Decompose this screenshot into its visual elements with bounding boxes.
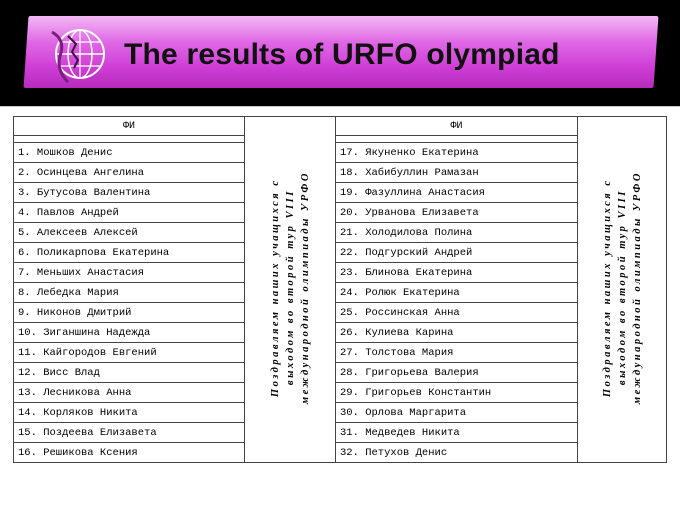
spacer-row — [14, 136, 667, 143]
student-left: 15. Поздеева Елизавета — [14, 423, 245, 443]
spacer-cell — [14, 136, 245, 143]
student-right: 24. Ролюк Екатерина — [336, 283, 578, 303]
page-title: The results of URFO olympiad — [124, 38, 560, 71]
student-right: 18. Хабибуллин Рамазан — [336, 163, 578, 183]
table-row — [14, 343, 667, 363]
student-left: 5. Алексеев Алексей — [14, 223, 245, 243]
student-right: 17. Якуненко Екатерина — [336, 143, 578, 163]
congrats-line-3: международной олимпиады УРФО — [299, 170, 311, 405]
student-left: 1. Мошков Денис — [14, 143, 245, 163]
table-row — [14, 223, 667, 243]
student-left: 11. Кайгородов Евгений — [14, 343, 245, 363]
student-right: 23. Блинова Екатерина — [336, 263, 578, 283]
congrats-line-3: международной олимпиады УРФО — [631, 170, 643, 405]
student-left: 13. Лесникова Анна — [14, 383, 245, 403]
student-right: 19. Фазуллина Анастасия — [336, 183, 578, 203]
table-row — [14, 203, 667, 223]
student-left: 14. Корляков Никита — [14, 403, 245, 423]
student-right: 30. Орлова Маргарита — [336, 403, 578, 423]
congrats-line-2: выходом во второй тур VIII — [284, 189, 296, 386]
student-left: 12. Висс Влад — [14, 363, 245, 383]
table-row — [14, 263, 667, 283]
header-fi-left: ФИ — [14, 117, 245, 136]
student-left: 3. Бутусова Валентина — [14, 183, 245, 203]
student-left: 6. Поликарпова Екатерина — [14, 243, 245, 263]
table-row — [14, 183, 667, 203]
student-left: 4. Павлов Андрей — [14, 203, 245, 223]
table-row — [14, 363, 667, 383]
student-right: 21. Холодилова Полина — [336, 223, 578, 243]
table-row — [14, 143, 667, 163]
student-right: 27. Толстова Мария — [336, 343, 578, 363]
table-row — [14, 283, 667, 303]
header-fi-right: ФИ — [336, 117, 578, 136]
congrats-cell-left — [245, 117, 336, 463]
header-row — [14, 117, 667, 136]
student-right: 22. Подгурский Андрей — [336, 243, 578, 263]
table-row — [14, 443, 667, 463]
student-right: 28. Григорьева Валерия — [336, 363, 578, 383]
congrats-line-2: выходом во второй тур VIII — [616, 189, 628, 386]
congrats-line-1: Поздравляем наших учащихся с — [269, 178, 281, 397]
student-left: 2. Осинцева Ангелина — [14, 163, 245, 183]
table-row — [14, 163, 667, 183]
congrats-cell-right — [578, 117, 667, 463]
student-right: 20. Урванова Елизавета — [336, 203, 578, 223]
globe-logo-icon — [46, 22, 110, 86]
table-row — [14, 303, 667, 323]
table-row — [14, 403, 667, 423]
table-row — [14, 423, 667, 443]
student-right: 29. Григорьев Константин — [336, 383, 578, 403]
spacer-cell — [336, 136, 578, 143]
table-row — [14, 243, 667, 263]
divider — [0, 106, 680, 113]
results-table — [13, 116, 667, 463]
student-right: 26. Кулиева Карина — [336, 323, 578, 343]
table-row — [14, 323, 667, 343]
student-left: 8. Лебедка Мария — [14, 283, 245, 303]
student-left: 9. Никонов Дмитрий — [14, 303, 245, 323]
table-row — [14, 383, 667, 403]
student-right: 32. Петухов Денис — [336, 443, 578, 463]
student-left: 10. Зиганшина Надежда — [14, 323, 245, 343]
student-right: 25. Россинская Анна — [336, 303, 578, 323]
student-left: 16. Решикова Ксения — [14, 443, 245, 463]
student-left: 7. Меньших Анастасия — [14, 263, 245, 283]
congrats-line-1: Поздравляем наших учащихся с — [601, 178, 613, 397]
student-right: 31. Медведев Никита — [336, 423, 578, 443]
